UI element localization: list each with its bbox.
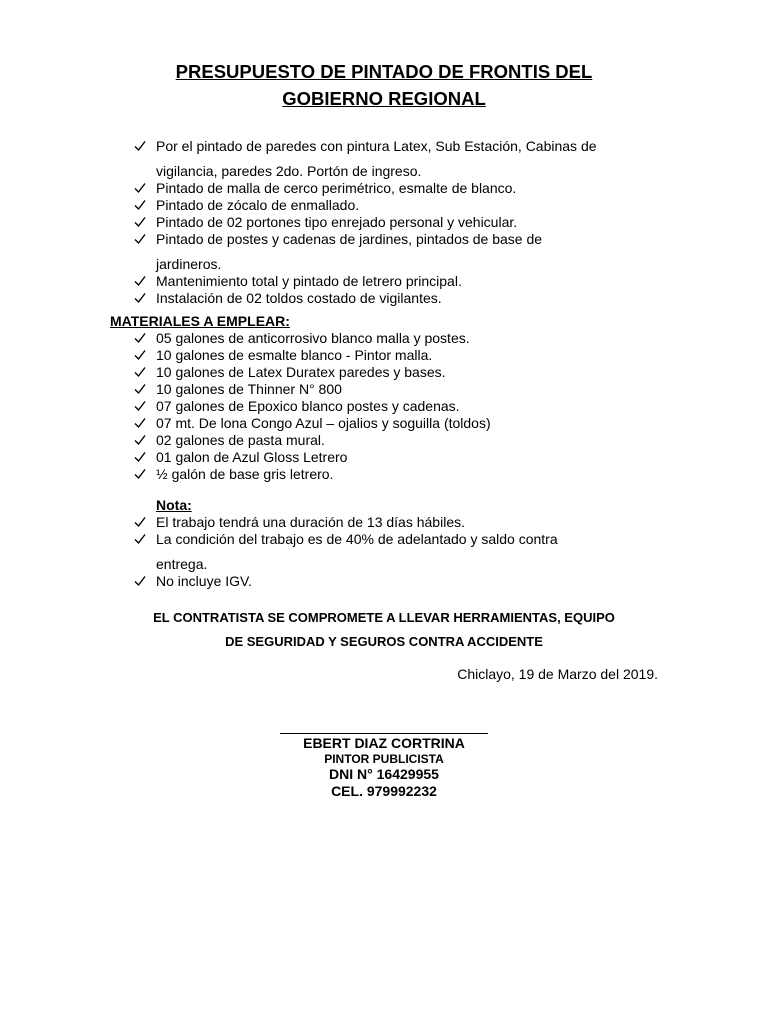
signature-line — [280, 733, 488, 734]
list-item-text: 05 galones de anticorrosivo blanco malla y postes. — [156, 330, 470, 346]
list-item — [0, 214, 768, 231]
list-item-text: 10 galones de Latex Duratex paredes y bases. — [156, 364, 446, 380]
check-icon — [134, 273, 148, 290]
signature-block — [0, 735, 768, 800]
list-item — [0, 347, 768, 364]
work-items-list — [0, 138, 768, 307]
list-item — [0, 330, 768, 347]
list-item-text: Pintado de postes y cadenas de jardines, pintados de base de jardineros. — [156, 231, 543, 272]
list-item — [0, 381, 768, 398]
check-icon — [134, 364, 148, 381]
list-item-text: 07 mt. De lona Congo Azul – ojalios y soguilla (toldos) — [156, 415, 491, 431]
check-icon — [134, 514, 148, 531]
list-item-text: Mantenimiento total y pintado de letrero principal. — [156, 273, 462, 289]
list-item-text: El trabajo tendrá una duración de 13 días hábiles. — [156, 514, 465, 530]
list-item — [0, 364, 768, 381]
check-icon — [134, 138, 148, 155]
signer-name: EBERT DIAZ CORTRINA — [303, 735, 465, 751]
list-item-text: Pintado de 02 portones tipo enrejado personal y vehicular. — [156, 214, 518, 230]
statement-line-1: EL CONTRATISTA SE COMPROMETE A LLEVAR HERRAMIENTAS, EQUIPO — [153, 610, 615, 625]
check-icon — [134, 180, 148, 197]
list-item-text: 02 galones de pasta mural. — [156, 432, 325, 448]
list-item-text: Pintado de zócalo de enmallado. — [156, 197, 360, 213]
list-item — [0, 415, 768, 432]
check-icon — [134, 347, 148, 364]
list-item-text: No incluye IGV. — [156, 573, 252, 589]
check-icon — [134, 214, 148, 231]
list-item — [0, 398, 768, 415]
list-item — [0, 514, 768, 531]
signer-phone: CEL. 979992232 — [331, 783, 437, 799]
title-line-2: GOBIERNO REGIONAL — [282, 88, 486, 109]
contractor-statement — [0, 606, 768, 654]
check-icon — [134, 449, 148, 466]
list-item-text: La condición del trabajo es de 40% de adelantado y saldo contra entrega. — [156, 531, 558, 572]
list-item — [0, 138, 768, 180]
list-item-text: Instalación de 02 toldos costado de vigilantes. — [156, 290, 442, 306]
list-item — [0, 573, 768, 590]
materials-heading: MATERIALES A EMPLEAR: — [110, 313, 290, 329]
check-icon — [134, 398, 148, 415]
document-date: Chiclayo, 19 de Marzo del 2019. — [457, 666, 658, 682]
list-item — [0, 273, 768, 290]
list-item-text: ½ galón de base gris letrero. — [156, 466, 334, 482]
list-item — [0, 466, 768, 483]
check-icon — [134, 466, 148, 483]
check-icon — [134, 432, 148, 449]
statement-line-2: DE SEGURIDAD Y SEGUROS CONTRA ACCIDENTE — [225, 634, 543, 649]
list-item — [0, 449, 768, 466]
list-item-text: 01 galon de Azul Gloss Letrero — [156, 449, 348, 465]
signer-dni: DNI N° 16429955 — [329, 766, 439, 782]
list-item — [0, 197, 768, 214]
check-icon — [134, 231, 148, 248]
check-icon — [134, 330, 148, 347]
check-icon — [134, 197, 148, 214]
list-item-text: Pintado de malla de cerco perimétrico, esmalte de blanco. — [156, 180, 517, 196]
materials-list — [0, 330, 768, 483]
check-icon — [134, 531, 148, 548]
check-icon — [134, 381, 148, 398]
list-item-text: 10 galones de Thinner N° 800 — [156, 381, 342, 397]
list-item-text: 10 galones de esmalte blanco - Pintor malla. — [156, 347, 433, 363]
check-icon — [134, 290, 148, 307]
notes-heading: Nota: — [156, 497, 192, 513]
list-item — [0, 180, 768, 197]
notes-list — [0, 514, 768, 590]
signer-role: PINTOR PUBLICISTA — [324, 752, 444, 766]
list-item — [0, 432, 768, 449]
list-item-text: 07 galones de Epoxico blanco postes y cadenas. — [156, 398, 460, 414]
list-item-text: Por el pintado de paredes con pintura Latex, Sub Estación, Cabinas de vigilancia, paredes 2do. Portón de ingreso. — [156, 138, 597, 179]
title-line-1: PRESUPUESTO DE PINTADO DE FRONTIS DEL — [175, 61, 593, 82]
list-item — [0, 231, 768, 273]
check-icon — [134, 415, 148, 432]
check-icon — [134, 573, 148, 590]
list-item — [0, 531, 768, 573]
document-title — [0, 58, 768, 112]
list-item — [0, 290, 768, 307]
